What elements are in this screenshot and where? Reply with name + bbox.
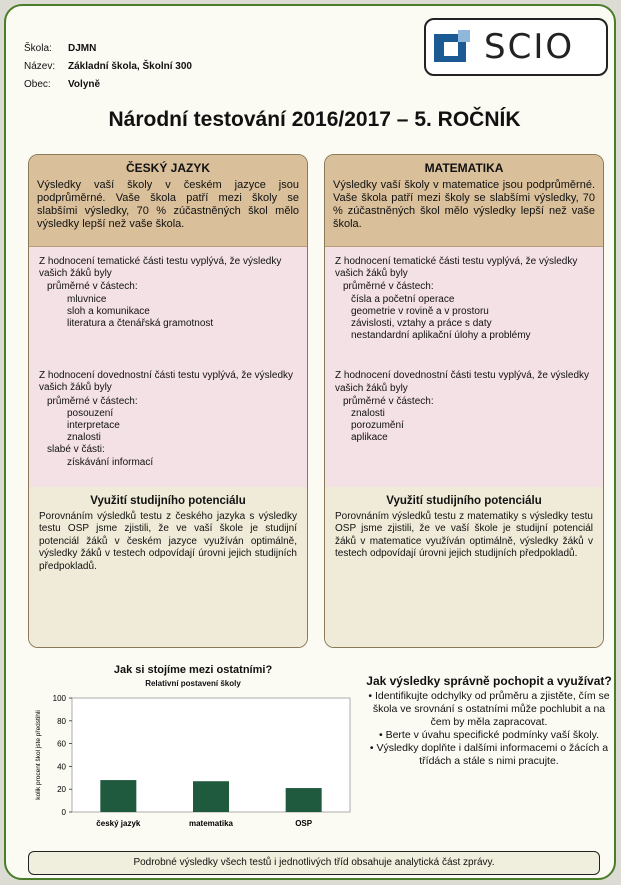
school-value: DJMN: [68, 43, 97, 54]
list-item: porozumění: [351, 420, 404, 432]
czech-skills-average-label: průměrné v částech:: [47, 395, 138, 407]
list-item: čísla a početní operace: [351, 293, 455, 305]
scio-logo: [424, 18, 608, 76]
list-item: znalosti: [351, 408, 385, 420]
math-potential-title: Využití studijního potenciálu: [386, 495, 542, 507]
czech-thematic-average-label: průměrné v částech:: [47, 281, 138, 293]
help-box: [364, 674, 614, 768]
name-label: Název:: [24, 61, 56, 72]
town-value: Volyně: [68, 79, 101, 90]
x-tick-label: matematika: [188, 819, 234, 828]
x-tick-label: OSP: [295, 819, 313, 828]
czech-title: ČESKÝ JAZYK: [125, 161, 211, 175]
math-panel: [324, 154, 604, 648]
list-item: interpretace: [67, 420, 120, 432]
czech-panel: [28, 154, 308, 648]
scio-logo-text: SCIO: [484, 27, 575, 67]
czech-summary: Výsledky vaší školy v českém jazyce jsou podprůměrné. Vaše škola patří mezi školy se slabšími výsledky, 70 % zúčastněných škol mělo výsledky lepší než vaše škola.: [37, 179, 299, 230]
comparison-subtitle: Relativní postavení školy: [145, 679, 241, 688]
math-thematic-intro: Z hodnocení tematické části testu vyplývá, že výsledky vašich žáků byly: [335, 256, 578, 280]
help-title: Jak výsledky správně pochopit a využívat?: [366, 674, 612, 688]
czech-potential-title: Využití studijního potenciálu: [90, 495, 246, 507]
czech-skills-weak-label: slabé v části:: [47, 444, 105, 456]
bar: [100, 780, 136, 812]
page-title: Národní testování 2016/2017 – 5. ROČNÍK: [108, 108, 521, 131]
relative-position-chart: [28, 688, 358, 838]
x-tick-label: český jazyk: [96, 819, 141, 828]
list-item: znalosti: [67, 432, 101, 444]
czech-skills-intro: Z hodnocení dovednostní části testu vyplývá, že výsledky vašich žáků byly: [39, 370, 294, 394]
town-label: Obec:: [24, 79, 51, 90]
math-thematic-average-label: průměrné v částech:: [343, 281, 434, 293]
bar: [193, 781, 229, 812]
bar: [286, 788, 322, 812]
math-summary: Výsledky vaší školy v matematice jsou podprůměrné. Vaše škola patří mezi školy se slabšími výsledky, 70 % zúčastněných škol mělo výsledky lepší než vaše škola.: [333, 179, 595, 230]
comparison-title: Jak si stojíme mezi ostatními?: [113, 664, 273, 676]
y-axis-label: kolik procent škol jste předstihli: [35, 710, 42, 800]
help-item: • Berte v úvahu specifické podmínky vaší školy.: [379, 729, 599, 741]
name-value: Základní škola, Školní 300: [68, 61, 192, 72]
school-label: Škola:: [24, 43, 52, 54]
school-info: [24, 40, 192, 94]
math-potential-text: Porovnáním výsledků testu z matematiky s výsledky testu OSP jsme zjistili, že ve vaší škole je studijní potenciál žáků v matematice využíván optimálně, výsledky žáků v testech odpovídají úrovni jejich studijních předpokladů.: [335, 511, 593, 560]
list-item: závislosti, vztahy a práce s daty: [351, 318, 492, 330]
help-item: • Identifikujte odchylky od průměru a zjistěte, čím se škola ve srovnání s ostatními může pochlubit a na čem by měla zapracovat.: [368, 690, 610, 728]
math-skills-intro: Z hodnocení dovednostní části testu vyplývá, že výsledky vašich žáků byly: [335, 370, 590, 394]
y-tick-label: 0: [61, 808, 66, 817]
report-sheet: [4, 4, 616, 880]
math-title: MATEMATIKA: [424, 161, 504, 175]
y-tick-label: 100: [52, 694, 66, 703]
list-item: získávání informací: [67, 456, 154, 468]
math-skills-average-label: průměrné v částech:: [343, 395, 434, 407]
list-item: geometrie v rovině a v prostoru: [351, 305, 489, 317]
help-item: • Výsledky doplňte i dalšími informacemi o žácích a třídách a stále s nimi pracujte.: [369, 742, 609, 767]
y-tick-label: 20: [57, 785, 66, 795]
list-item: mluvnice: [67, 293, 107, 305]
list-item: nestandardní aplikační úlohy a problémy: [351, 330, 531, 342]
czech-thematic-intro: Z hodnocení tematické části testu vyplývá, že výsledky vašich žáků byly: [39, 256, 282, 280]
scio-logo-mark: [434, 30, 478, 64]
list-item: literatura a čtenářská gramotnost: [67, 318, 214, 330]
footer-note: Podrobné výsledky všech testů i jednotlivých tříd obsahuje analytická část zprávy.: [28, 851, 600, 875]
y-tick-label: 40: [57, 762, 66, 772]
y-tick-label: 60: [57, 739, 66, 749]
list-item: aplikace: [351, 432, 388, 444]
y-tick-label: 80: [57, 716, 66, 726]
czech-potential-text: Porovnáním výsledků testu z českého jazyka s výsledky testu OSP jsme zjistili, že ve vaší škole je studijní potenciál žáků v českém jazyce využíván optimálně, výsledky žáků v testech odpovídají úrovni jejich studijních předpokladů.: [39, 511, 297, 572]
list-item: sloh a komunikace: [67, 305, 150, 317]
list-item: posouzení: [67, 407, 114, 419]
